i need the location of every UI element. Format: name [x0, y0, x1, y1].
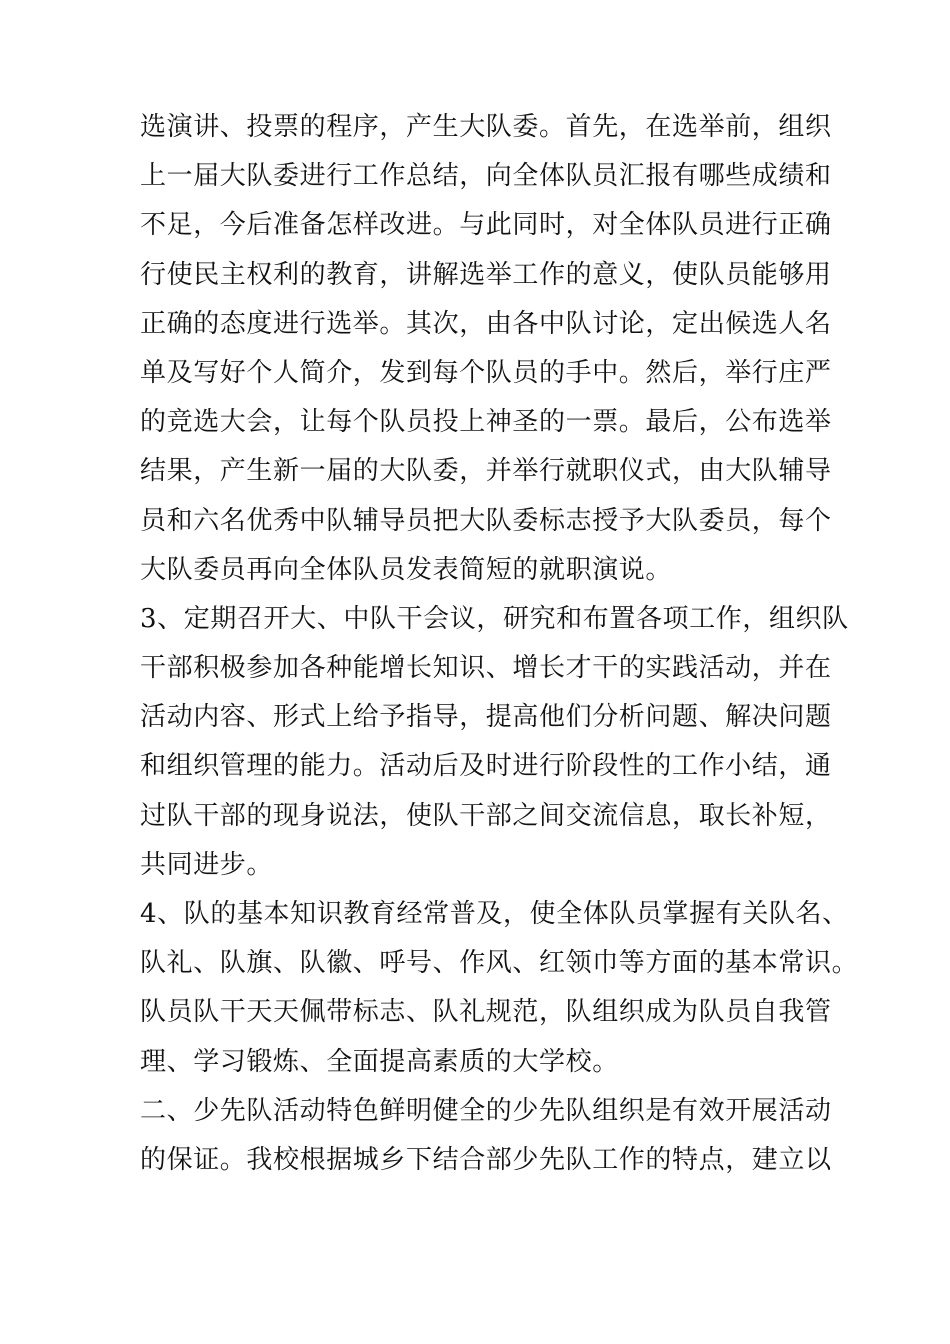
text-line: 共同进步。: [140, 849, 274, 880]
text-line: 的保证。我校根据城乡下结合部少先队工作的特点，建立以: [140, 1144, 832, 1175]
text-line: 二、少先队活动特色鲜明健全的少先队组织是有效开展活动: [140, 1095, 832, 1126]
text-line: 队员队干天天佩带标志、队礼规范，队组织成为队员自我管: [140, 997, 832, 1028]
text-line: 过队干部的现身说法，使队干部之间交流信息，取长补短，: [140, 800, 832, 831]
text-line: 理、学习锻炼、全面提高素质的大学校。: [140, 1046, 619, 1077]
text-line: 和组织管理的能力。活动后及时进行阶段性的工作小结，通: [140, 751, 832, 782]
text-line: 单及写好个人简介，发到每个队员的手中。然后，举行庄严: [140, 357, 832, 388]
text-line: 队礼、队旗、队徽、呼号、作风、红领巾等方面的基本常识。: [140, 948, 859, 979]
text-line: 结果，产生新一届的大队委，并举行就职仪式，由大队辅导: [140, 456, 832, 487]
text-line: 干部积极参加各种能增长知识、增长才干的实践活动，并在: [140, 653, 832, 684]
text-line: 4、队的基本知识教育经常普及，使全体队员掌握有关队名、: [140, 899, 849, 929]
text-line: 3、定期召开大、中队干会议，研究和布置各项工作，组织队: [140, 603, 849, 634]
text-line: 选演讲、投票的程序，产生大队委。首先，在选举前，组织: [140, 112, 832, 142]
text-line: 的竞选大会，让每个队员投上神圣的一票。最后，公布选举: [140, 407, 832, 438]
text-line: 大队委员再向全体队员发表简短的就职演说。: [140, 554, 673, 585]
text-line: 行使民主权利的教育，讲解选举工作的意义，使队员能够用: [140, 259, 832, 290]
text-line: 员和六名优秀中队辅导员把大队委标志授予大队委员，每个: [140, 505, 832, 536]
text-line: 上一届大队委进行工作总结，向全体队员汇报有哪些成绩和: [140, 161, 832, 192]
text-line: 活动内容、形式上给予指导，提高他们分析问题、解决问题: [140, 702, 832, 733]
text-line: 不足，今后准备怎样改进。与此同时，对全体队员进行正确: [140, 210, 832, 241]
document-body: [140, 103, 859, 1185]
text-line: 正确的态度进行选举。其次，由各中队讨论，定出候选人名: [140, 308, 832, 339]
